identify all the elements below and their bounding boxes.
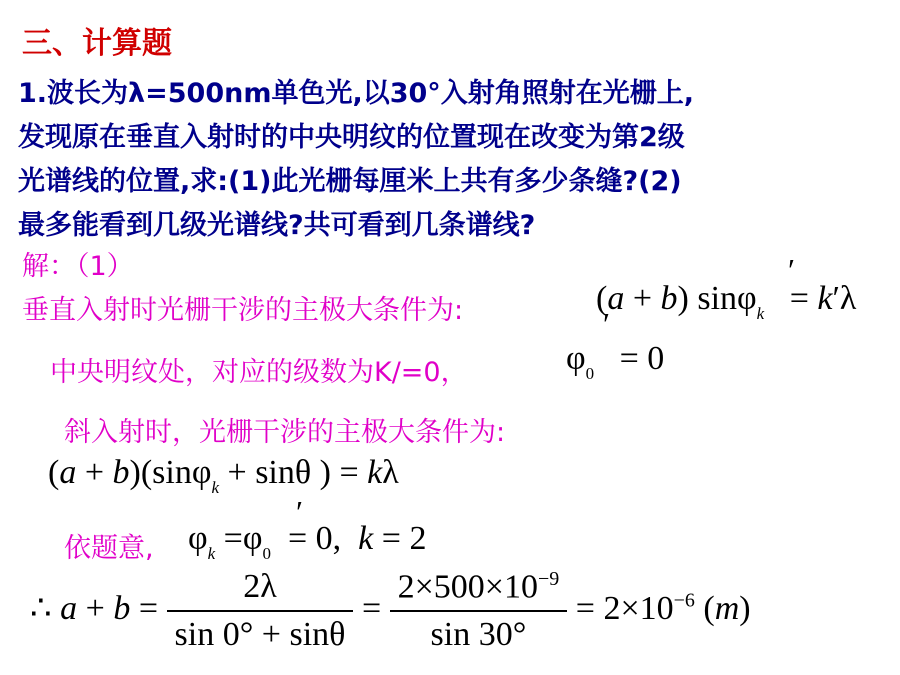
- given-text: 依题意,: [64, 533, 154, 564]
- problem-line-1: 1.波长为λ=500nm单色光,以30°入射角照射在光栅上,: [18, 78, 695, 109]
- problem-statement: [18, 72, 888, 248]
- solution-label: 解：（1）: [22, 251, 134, 282]
- prime-mark: ′: [296, 494, 303, 530]
- problem-line-4: 最多能看到几级光谱线?共可看到几条谱线?: [18, 210, 536, 241]
- result-formula: ∴ a + b = $\frac{2\lambda}{\sin 0^\circ + \sin\theta}$ = $\frac{2\times 500\times 10^{-9}}{\sin 30^\circ}$ = $2\times 10^{-6}$ (m): [30, 568, 751, 654]
- prime-mark: ′: [603, 306, 610, 342]
- normal-incidence-formula: (a + b) sinφ$_k$ = k′λ: [596, 280, 857, 323]
- oblique-incidence-formula: (a + b)(sinφ$_k$ + sinθ ) = kλ: [48, 454, 399, 497]
- central-fringe-formula: $\varphi_0 = 0$: [566, 340, 665, 383]
- prime-mark: ′: [788, 252, 795, 288]
- fraction-2: $\frac{2\times 500\times 10^{-9}}{\sin 30^\circ}$: [390, 568, 568, 654]
- normal-incidence-text: 垂直入射时光栅干涉的主极大条件为:: [22, 295, 464, 326]
- oblique-incidence-text: 斜入射时，光栅干涉的主极大条件为:: [64, 417, 506, 448]
- problem-line-2: 发现原在垂直入射时的中央明纹的位置现在改变为第2级: [18, 122, 685, 153]
- central-fringe-text: 中央明纹处，对应的级数为K/=0，: [50, 357, 468, 388]
- given-formula: $\varphi_k =\varphi_0 = 0$, k = 2: [188, 520, 427, 563]
- section-title: 三、计算题: [22, 26, 172, 61]
- fraction-1: $\frac{2\lambda}{\sin 0^\circ + \sin\theta}$: [167, 568, 354, 654]
- problem-line-3: 光谱线的位置,求:(1)此光栅每厘米上共有多少条缝?(2): [18, 166, 682, 197]
